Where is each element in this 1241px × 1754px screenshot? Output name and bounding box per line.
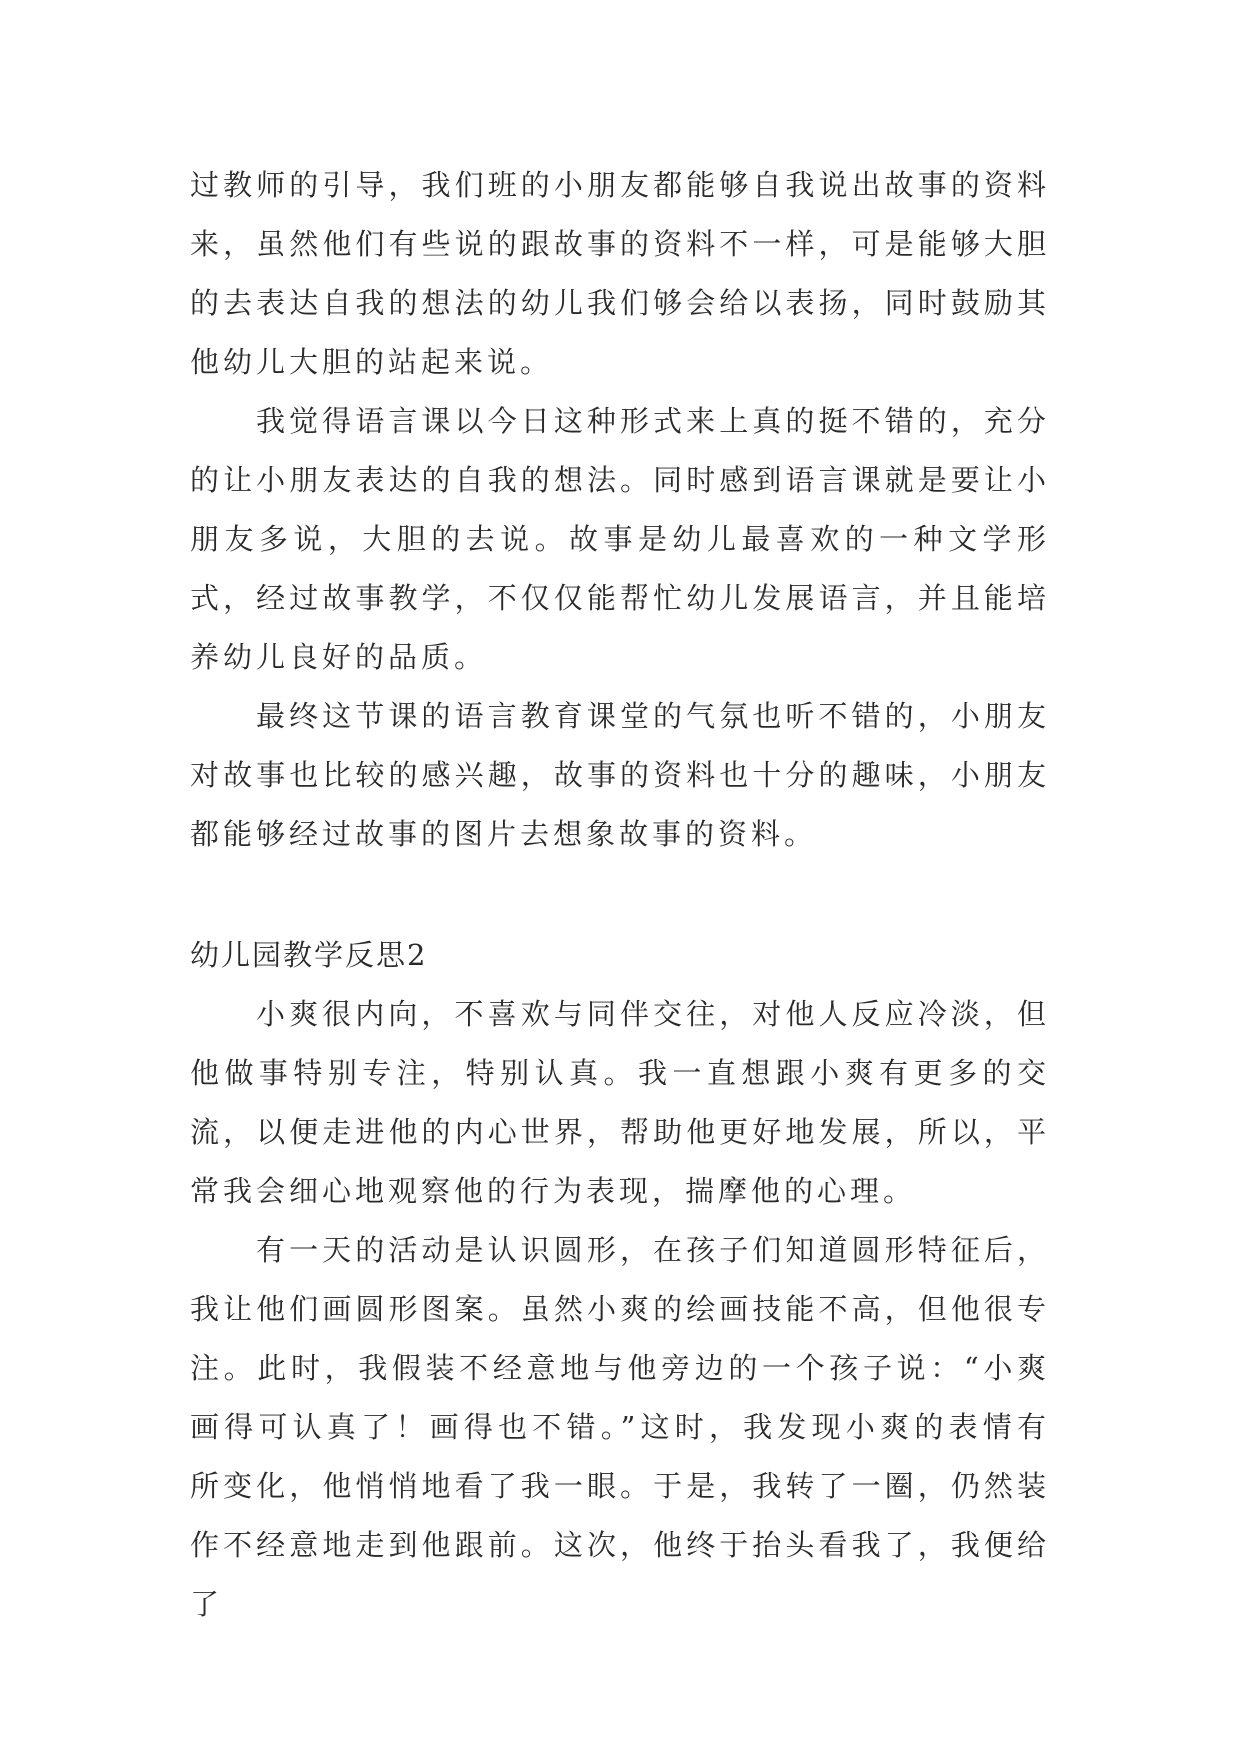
paragraph-xiaoshuang-intro: 小爽很内向，不喜欢与同伴交往，对他人反应冷淡，但他做事特别专注，特别认真。我一直想跟小爽有更多的交流，以便走进他的内心世界，帮助他更好地发展，所以，平常我会细心地观察他的行为表现，揣摩他的心理。 <box>190 997 1050 1208</box>
section-title: 幼儿园教学反思2 <box>190 938 428 972</box>
document-body <box>190 156 1050 1634</box>
paragraph-language-class: 我觉得语言课以今日这种形式来上真的挺不错的，充分的让小朋友表达的自我的想法。同时感到语言课就是要让小朋友多说，大胆的去说。故事是幼儿最喜欢的一种文学形式，经过故事教学，不仅仅能帮忙幼儿发展语言，并且能培养幼儿良好的品质。 <box>190 404 1050 674</box>
paragraph-continuation: 过教师的引导，我们班的小朋友都能够自我说出故事的资料来，虽然他们有些说的跟故事的资料不一样，可是能够大胆的去表达自我的想法的幼儿我们够会给以表扬，同时鼓励其他幼儿大胆的站起来说。 <box>190 168 1050 379</box>
paragraph-circle-activity: 有一天的活动是认识圆形，在孩子们知道圆形特征后，我让他们画圆形图案。虽然小爽的绘画技能不高，但他很专注。此时，我假装不经意地与他旁边的一个孩子说：“小爽画得可认真了！画得也不错。”这时，我发现小爽的表情有所变化，他悄悄地看了我一眼。于是，我转了一圈，仍然装作不经意地走到他跟前。这次，他终于抬头看我了，我便给了 <box>190 1233 1050 1621</box>
paragraph-class-atmosphere: 最终这节课的语言教育课堂的气氛也听不错的，小朋友对故事也比较的感兴趣，故事的资料也十分的趣味，小朋友都能够经过故事的图片去想象故事的资料。 <box>190 699 1050 851</box>
